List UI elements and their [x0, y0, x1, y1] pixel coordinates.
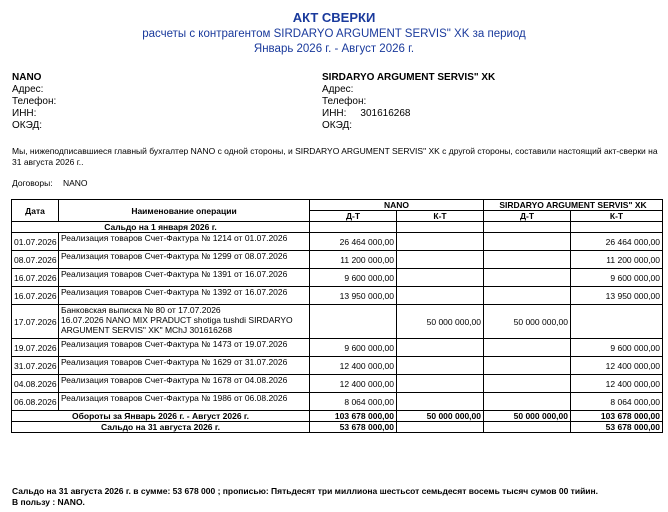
header-right-kt: К-Т [571, 211, 663, 222]
header-operation: Наименование операции [59, 200, 310, 222]
row-left-credit [397, 233, 484, 251]
row-right-credit [571, 305, 663, 339]
closing-balance-row [12, 422, 663, 433]
row-right-credit: 13 950 000,00 [571, 287, 663, 305]
row-date: 06.08.2026 [12, 393, 59, 411]
row-operation: Реализация товаров Счет-Фактура № 1392 от 16.07.2026 [59, 287, 310, 305]
closing-left-debit: 53 678 000,00 [310, 422, 397, 433]
table-row [12, 269, 663, 287]
document-period: Январь 2026 г. - Август 2026 г. [253, 43, 415, 55]
party-right-inn: 301616268 [360, 108, 411, 119]
row-right-debit [484, 375, 571, 393]
party-left-address: Адрес: [12, 84, 44, 95]
row-left-credit [397, 269, 484, 287]
row-right-credit: 26 464 000,00 [571, 233, 663, 251]
turnover-row [12, 411, 663, 422]
row-left-debit: 8 064 000,00 [310, 393, 397, 411]
turnover-left-credit: 50 000 000,00 [397, 411, 484, 422]
row-left-debit: 9 600 000,00 [310, 339, 397, 357]
row-operation: Реализация товаров Счет-Фактура № 1678 от 04.08.2026 [59, 375, 310, 393]
row-operation: Банковская выписка № 80 от 17.07.2026 16.07.2026 NANO MIX PRADUCT shotiga tushdi SIRDARYO ARGUMENT SERVIS" XK" MChJ 301616268 [59, 305, 310, 339]
header-right-dt: Д-Т [484, 211, 571, 222]
row-date: 01.07.2026 [12, 233, 59, 251]
reconciliation-table [11, 199, 663, 433]
row-right-debit [484, 251, 571, 269]
party-left [12, 72, 56, 132]
row-left-debit: 12 400 000,00 [310, 375, 397, 393]
row-operation: Реализация товаров Счет-Фактура № 1629 от 31.07.2026 [59, 357, 310, 375]
row-right-credit: 12 400 000,00 [571, 357, 663, 375]
party-right [322, 72, 495, 132]
row-right-debit [484, 393, 571, 411]
row-date: 16.07.2026 [12, 269, 59, 287]
header-left-dt: Д-Т [310, 211, 397, 222]
row-left-credit [397, 393, 484, 411]
row-right-credit: 12 400 000,00 [571, 375, 663, 393]
row-left-debit: 26 464 000,00 [310, 233, 397, 251]
header-left-kt: К-Т [397, 211, 484, 222]
row-left-debit: 9 600 000,00 [310, 269, 397, 287]
document-title: АКТ СВЕРКИ [292, 10, 376, 25]
header-right-party: SIRDARYO ARGUMENT SERVIS" XK [484, 200, 663, 211]
contracts-label: Договоры: [12, 178, 53, 188]
row-operation: Реализация товаров Счет-Фактура № 1391 от 16.07.2026 [59, 269, 310, 287]
contracts-line [12, 178, 96, 188]
row-right-debit [484, 269, 571, 287]
opening-balance-row [12, 222, 663, 233]
row-left-debit: 11 200 000,00 [310, 251, 397, 269]
row-date: 16.07.2026 [12, 287, 59, 305]
row-date: 19.07.2026 [12, 339, 59, 357]
party-right-name: SIRDARYO ARGUMENT SERVIS" XK [322, 72, 496, 83]
party-right-inn-line [322, 108, 495, 120]
turnover-right-debit: 50 000 000,00 [484, 411, 571, 422]
party-left-name: NANO [12, 72, 42, 83]
footer-balance-line: Сальдо на 31 августа 2026 г. в сумме: 53 678 000 ; прописью: Пятьдесят три миллиона шестьсот семьдесят восемь тысяч сумов 00 тийин. [12, 486, 599, 496]
footer [12, 486, 598, 508]
party-right-okzd: ОКЭД: [322, 120, 353, 131]
row-right-debit [484, 339, 571, 357]
row-date: 31.07.2026 [12, 357, 59, 375]
row-date: 04.08.2026 [12, 375, 59, 393]
row-date: 08.07.2026 [12, 251, 59, 269]
turnover-left-debit: 103 678 000,00 [310, 411, 397, 422]
row-right-credit: 8 064 000,00 [571, 393, 663, 411]
table-row [12, 375, 663, 393]
party-left-okzd: ОКЭД: [12, 120, 43, 131]
row-right-debit [484, 357, 571, 375]
row-date: 17.07.2026 [12, 305, 59, 339]
party-right-inn-label: ИНН: [322, 108, 347, 119]
row-left-credit [397, 251, 484, 269]
contracts-value: NANO [62, 178, 88, 188]
closing-balance-label: Сальдо на 31 августа 2026 г. [12, 422, 310, 433]
table-row [12, 339, 663, 357]
row-operation: Реализация товаров Счет-Фактура № 1214 от 01.07.2026 [59, 233, 310, 251]
opening-balance-label: Сальдо на 1 января 2026 г. [12, 222, 310, 233]
party-right-phone: Телефон: [322, 96, 367, 107]
turnover-right-credit: 103 678 000,00 [571, 411, 663, 422]
closing-right-credit: 53 678 000,00 [571, 422, 663, 433]
row-left-credit [397, 339, 484, 357]
row-right-credit: 9 600 000,00 [571, 269, 663, 287]
table-row [12, 287, 663, 305]
row-left-debit: 12 400 000,00 [310, 357, 397, 375]
header-left-party: NANO [310, 200, 484, 211]
row-right-debit [484, 233, 571, 251]
turnover-label: Обороты за Январь 2026 г. - Август 2026 г. [12, 411, 310, 422]
row-left-credit: 50 000 000,00 [397, 305, 484, 339]
row-right-debit: 50 000 000,00 [484, 305, 571, 339]
document-subtitle: расчеты с контрагентом SIRDARYO ARGUMENT SERVIS" XK за период [142, 28, 526, 40]
row-operation: Реализация товаров Счет-Фактура № 1299 от 08.07.2026 [59, 251, 310, 269]
table-row [12, 305, 663, 339]
row-operation: Реализация товаров Счет-Фактура № 1986 от 06.08.2026 [59, 393, 310, 411]
party-left-phone: Телефон: [12, 96, 57, 107]
party-right-address: Адрес: [322, 84, 354, 95]
row-right-debit [484, 287, 571, 305]
row-operation: Реализация товаров Счет-Фактура № 1473 от 19.07.2026 [59, 339, 310, 357]
table-row [12, 357, 663, 375]
row-left-credit [397, 287, 484, 305]
intro-text: Мы, нижеподписавшиеся главный бухгалтер NANO с одной стороны, и SIRDARYO ARGUMENT SERVIS" XK с другой стороны, составили настоящий акт-сверки на 31 августа 2026 г.. [12, 146, 658, 167]
table-row [12, 251, 663, 269]
row-left-credit [397, 375, 484, 393]
footer-in-favor: В пользу : NANO. [12, 497, 85, 507]
row-right-credit: 9 600 000,00 [571, 339, 663, 357]
row-left-debit [310, 305, 397, 339]
table-row [12, 393, 663, 411]
table-row [12, 233, 663, 251]
row-right-credit: 11 200 000,00 [571, 251, 663, 269]
row-left-credit [397, 357, 484, 375]
header-date: Дата [12, 200, 59, 222]
party-left-inn: ИНН: [12, 108, 37, 119]
row-left-debit: 13 950 000,00 [310, 287, 397, 305]
